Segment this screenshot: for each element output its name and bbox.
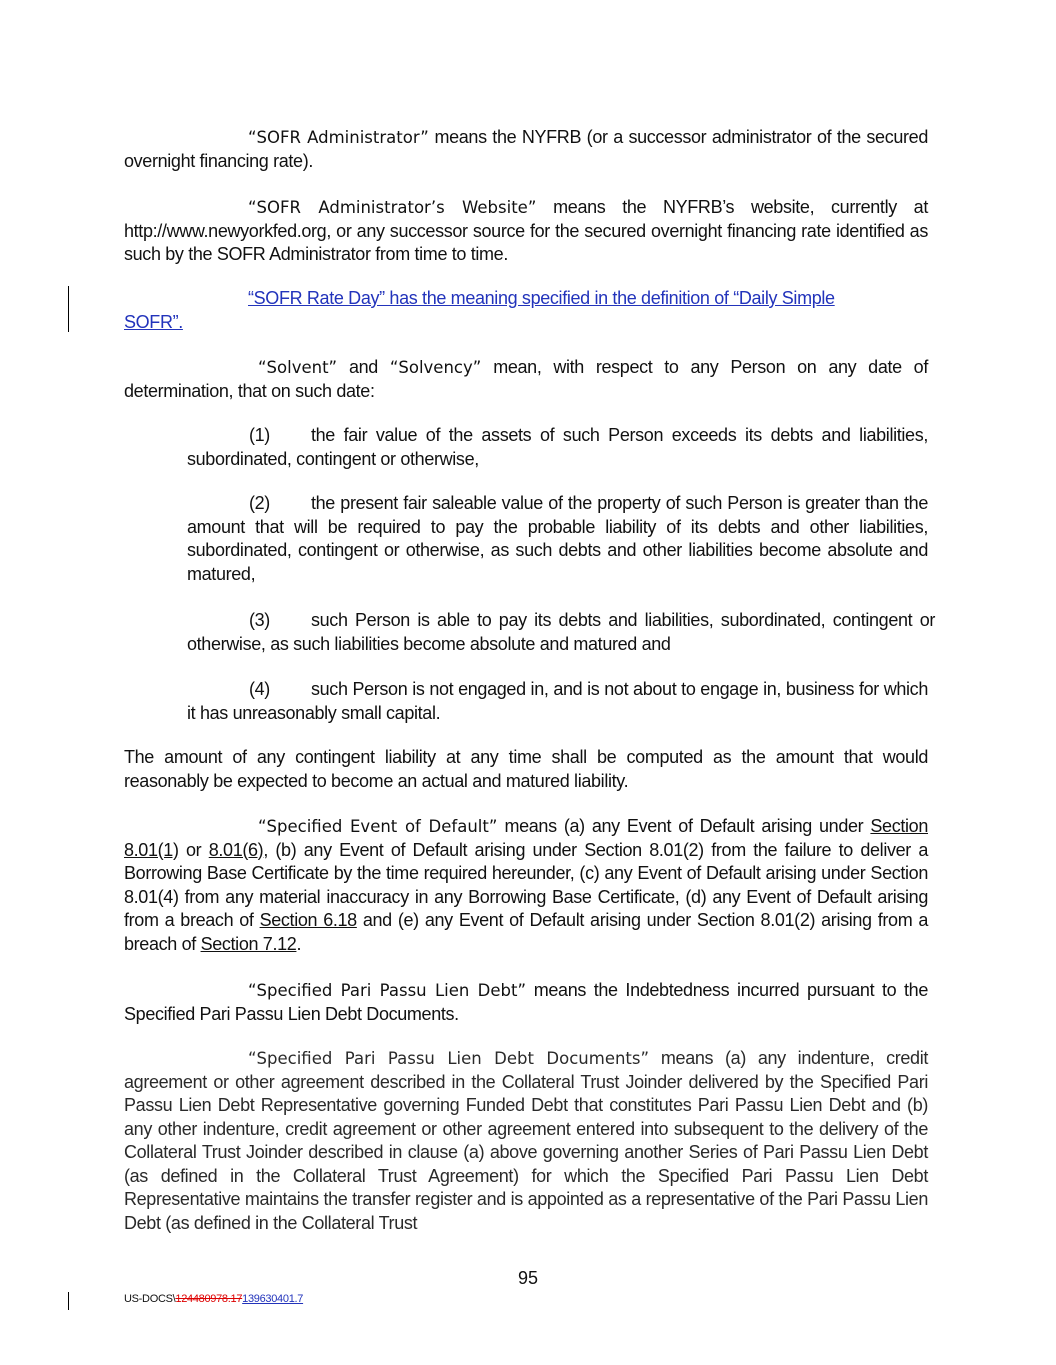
definition-text: means the NYFRB’s website, currently at http://www.newyorkfed.org, or any successor source for the secured overnight financing rate identified as such by the SOFR Administrator from time to time. [124, 197, 928, 264]
item-number: (1) [249, 425, 270, 445]
footer-prefix: US-DOCS\ [124, 1293, 176, 1305]
definition-sofr-rate-day [124, 287, 884, 334]
inserted-doc-id: 139630401.7 [242, 1293, 304, 1305]
section-reference[interactable]: 8.01(6) [208, 839, 264, 860]
item-text: such Person is not engaged in, and is not about to engage in, business for which it has unreasonably small capital. [187, 679, 928, 723]
definition-sofr-administrator-website [124, 196, 928, 267]
defined-term: “SOFR Administrator’s Website” [248, 198, 537, 217]
list-item [187, 609, 935, 656]
definition-text: means the Indebtedness incurred pursuant to the Specified Pari Passu Lien Debt Documents. [124, 980, 928, 1024]
contingent-liability-note: The amount of any contingent liability at any time shall be computed as the amount that would reasonably be expected to become an actual and matured liability. [124, 747, 928, 791]
section-reference[interactable]: Section 8.01(1) [124, 816, 928, 860]
item-text: such Person is able to pay its debts and liabilities, subordinated, contingent or otherwise, as such liabilities become absolute and matured and [187, 610, 935, 654]
definition-text: and [337, 357, 390, 377]
item-number: (3) [249, 610, 270, 630]
change-bar [68, 286, 69, 332]
defined-term: “Solvency” [389, 358, 482, 377]
definition-text: means (a) any Event of Default arising under [497, 816, 871, 836]
definition-text: , (b) any Event of Default arising under Section 8.01(2) from the failure to deliver a Borrowing Base Certificate by the time required hereunder, (c) any Event of Default arising under Section 8.01(4) from any material inaccuracy in any Borrowing Base Certificate, (d) any Event of Default arising from a breach of [124, 839, 928, 930]
defined-term: “Specified Pari Passu Lien Debt Documents” [248, 1049, 650, 1068]
item-number: (4) [249, 679, 270, 699]
change-bar [68, 1292, 69, 1310]
definition-text: means the NYFRB (or a successor administrator of the secured overnight financing rate). [124, 127, 928, 171]
definition-text: and (e) any Event of Default arising under Section 8.01(2) arising from a breach of [124, 910, 929, 954]
item-text: the present fair saleable value of the property of such Person is greater than the amount that will be required to pay the probable liability of its debts and other liabilities, subordinated, contingent or otherwise, as such debts and other liabilities become absolute and matured, [187, 493, 928, 584]
definition-specified-pari-passu-lien-debt [124, 979, 928, 1026]
list-item [187, 492, 928, 586]
definition-specified-pari-passu-lien-debt-documents [124, 1047, 928, 1235]
definition-sofr-administrator [124, 126, 928, 173]
item-number: (2) [249, 493, 270, 513]
defined-term: “SOFR Administrator” [248, 128, 429, 147]
definition-solvent [124, 356, 928, 403]
page-number: 95 [517, 1268, 539, 1288]
item-text: the fair value of the assets of such Person exceeds its debts and liabilities, subordinated, contingent or otherwise, [187, 425, 928, 469]
section-reference[interactable]: Section 6.18 [259, 910, 357, 930]
definition-specified-event-of-default [124, 815, 928, 956]
definition-text: means (a) any indenture, credit agreement or other agreement described in the Collateral Trust Joinder delivered by the Specified Pari Passu Lien Debt Representative governing Funded Debt that constitutes Pari Passu Lien Debt and (b) any other indenture, credit agreement or other agreement entered into subsequent to the delivery of the Collateral Trust Joinder described in clause (a) above governing another Series of Pari Passu Lien Debt (as defined in the Collateral Trust Agreement) for which the Specified Pari Passu Lien Debt Representative maintains the transfer register and is appointed as a representative of the Pari Passu Lien Debt (as defined in the Collateral Trust [124, 1048, 928, 1233]
deleted-doc-id: 124480978.17 [175, 1293, 243, 1305]
defined-term: “Solvent” [258, 358, 338, 377]
defined-term: “Specified Event of Default” [258, 817, 498, 836]
definition-text: . [296, 933, 302, 954]
definition-text: mean, with respect to any Person on any date of determination, that on such date: [124, 357, 928, 401]
section-reference[interactable]: Section 7.12 [200, 933, 297, 954]
list-item [187, 678, 928, 725]
defined-term: “Specified Pari Passu Lien Debt” [248, 981, 526, 1000]
list-item [187, 424, 928, 471]
definition-text: or [178, 839, 209, 860]
document-id-footer [124, 1293, 303, 1305]
inserted-text: “SOFR Rate Day” has the meaning specified in the definition of “Daily Simple SOFR”. [124, 288, 835, 332]
